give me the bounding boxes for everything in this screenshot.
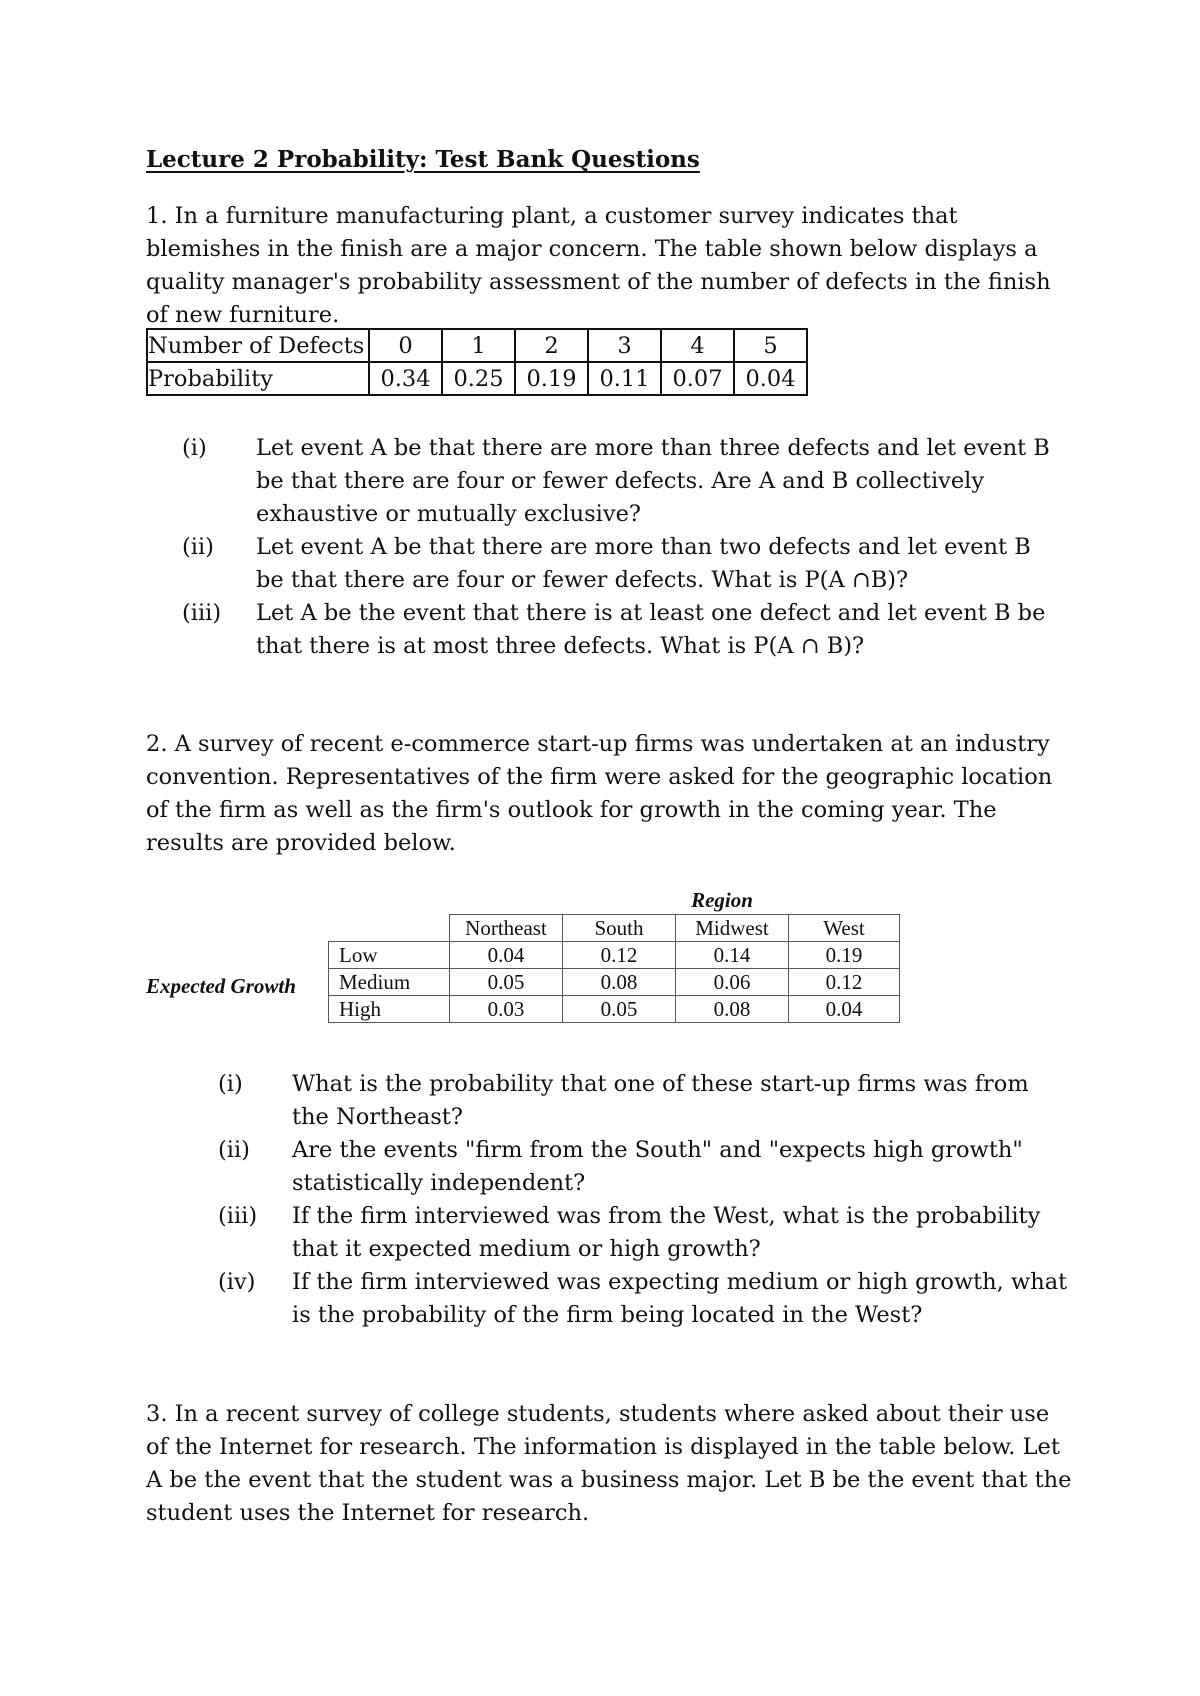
table-row xyxy=(329,942,900,969)
expected-growth-label: Expected Growth xyxy=(146,974,296,998)
table-cell: 0 xyxy=(369,329,442,362)
region-label: Region xyxy=(691,888,753,912)
item-number: (i) xyxy=(218,1071,243,1097)
question-1-text: 1. In a furniture manufacturing plant, a customer survey indicates that blemishes in the finish are a major concern. The table shown below displays a quality manager's probability assessment of the number of defects in the finish of new furniture. xyxy=(146,203,1051,328)
list-item xyxy=(182,531,1062,597)
corner-cell xyxy=(329,915,450,942)
item-number: (ii) xyxy=(182,534,214,560)
column-header: South xyxy=(563,915,676,942)
table-cell: 0.11 xyxy=(588,362,661,395)
row-header: Medium xyxy=(329,969,450,996)
table-row xyxy=(329,969,900,996)
item-text: Are the events "firm from the South" and "expects high growth" statistically independent? xyxy=(292,1137,1023,1196)
column-header: Midwest xyxy=(676,915,789,942)
table-cell: 0.19 xyxy=(515,362,588,395)
item-text: Let event A be that there are more than three defects and let event B be that there are four or fewer defects. Are A and B collectively exhaustive or mutually exclusive? xyxy=(256,435,1050,527)
list-item xyxy=(218,1068,1068,1134)
growth-region-table-block xyxy=(146,888,906,1028)
document-title: Lecture 2 Probability: Test Bank Questions xyxy=(146,146,700,173)
list-item xyxy=(182,597,1062,663)
column-header: Northeast xyxy=(450,915,563,942)
item-text: Let A be the event that there is at least one defect and let event B be that there is at most three defects. What is P(A ∩ B)? xyxy=(256,600,1046,659)
item-number: (iii) xyxy=(182,600,222,626)
table-cell: 1 xyxy=(442,329,515,362)
table-row xyxy=(329,915,900,942)
question-3-text: 3. In a recent survey of college students, students where asked about their use of the Internet for research. The information is displayed in the table below. Let A be the event that the student was a business major. Let B be the event that the student uses the Internet for research. xyxy=(146,1401,1072,1526)
table-cell: 4 xyxy=(661,329,734,362)
table-cell: 0.04 xyxy=(734,362,807,395)
row-header: Low xyxy=(329,942,450,969)
table-row xyxy=(329,996,900,1023)
list-item xyxy=(218,1134,1068,1200)
table-cell: 0.07 xyxy=(661,362,734,395)
question-2-items xyxy=(218,1068,1068,1332)
item-text: What is the probability that one of these start-up firms was from the Northeast? xyxy=(292,1071,1029,1130)
item-number: (iv) xyxy=(218,1269,256,1295)
row-header: Probability xyxy=(147,362,369,395)
item-text: If the firm interviewed was expecting medium or high growth, what is the probability of the firm being located in the West? xyxy=(292,1269,1068,1328)
table-row xyxy=(147,329,807,362)
list-item xyxy=(218,1200,1068,1266)
table-cell: 0.03 xyxy=(450,996,563,1023)
table-cell: 0.04 xyxy=(789,996,900,1023)
row-header: High xyxy=(329,996,450,1023)
table-cell: 0.08 xyxy=(676,996,789,1023)
table-cell: 0.14 xyxy=(676,942,789,969)
table-row xyxy=(147,362,807,395)
list-item xyxy=(218,1266,1068,1332)
item-number: (ii) xyxy=(218,1137,250,1163)
question-2-text: 2. A survey of recent e-commerce start-up firms was undertaken at an industry convention. Representatives of the firm were asked for the geographic location of the firm as well as the firm's outlook for growth in the coming year. The results are provided below. xyxy=(146,731,1053,856)
defects-probability-table xyxy=(146,328,808,396)
table-cell: 0.04 xyxy=(450,942,563,969)
item-text: Let event A be that there are more than two defects and let event B be that there are four or fewer defects. What is P(A ∩B)? xyxy=(256,534,1031,593)
table-cell: 0.19 xyxy=(789,942,900,969)
growth-region-table xyxy=(328,914,900,1023)
table-cell: 5 xyxy=(734,329,807,362)
table-cell: 0.25 xyxy=(442,362,515,395)
column-header: West xyxy=(789,915,900,942)
item-text: If the firm interviewed was from the West, what is the probability that it expected medium or high growth? xyxy=(292,1203,1041,1262)
table-cell: 0.12 xyxy=(563,942,676,969)
table-cell: 0.05 xyxy=(450,969,563,996)
table-cell: 0.05 xyxy=(563,996,676,1023)
item-number: (i) xyxy=(182,435,207,461)
row-header: Number of Defects xyxy=(147,329,369,362)
table-cell: 2 xyxy=(515,329,588,362)
table-cell: 0.12 xyxy=(789,969,900,996)
item-number: (iii) xyxy=(218,1203,258,1229)
table-cell: 0.34 xyxy=(369,362,442,395)
table-cell: 0.06 xyxy=(676,969,789,996)
table-cell: 0.08 xyxy=(563,969,676,996)
table-cell: 3 xyxy=(588,329,661,362)
list-item xyxy=(182,432,1062,531)
question-1-items xyxy=(182,432,1062,663)
